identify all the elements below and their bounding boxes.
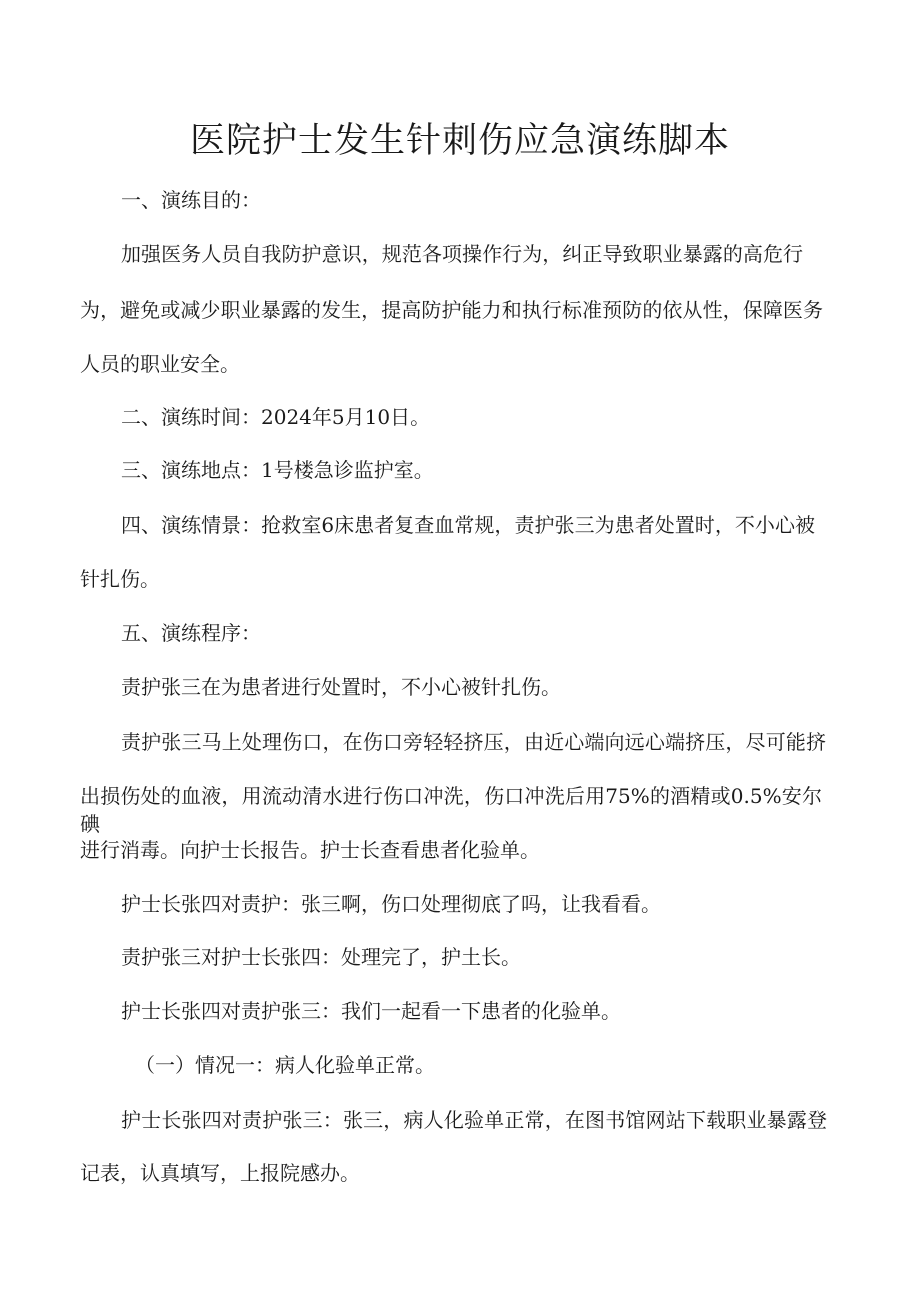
section-heading-procedure: 五、演练程序： [121,621,261,645]
paragraph-line: 记表，认真填写，上报院感办。 [80,1161,360,1185]
paragraph-line: 责护张三马上处理伤口，在伤口旁轻轻挤压，由近心端向远心端挤压，尽可能挤 [121,730,826,754]
paragraph-line: 加强医务人员自我防护意识，规范各项操作行为，纠正导致职业暴露的高危行 [121,242,803,266]
paragraph-line: 护士长张四对责护张三：张三，病人化验单正常，在图书馆网站下载职业暴露登 [121,1108,827,1132]
dialogue-line: 责护张三对护士长张四：处理完了，护土长。 [121,945,521,969]
document-title: 医院护士发生针刺伤应急演练脚本 [189,121,730,161]
case-heading: （一）情况一：病人化验单正常。 [135,1053,435,1077]
section-place: 三、演练地点：1号楼急诊监护室。 [121,458,434,482]
paragraph-line: 四、演练情景：抢救室6床患者复查血常规，责护张三为患者处置时，不小心被 [121,513,815,537]
section-time: 二、演练时间：2024年5月10日。 [121,405,431,429]
dialogue-line: 护士长张四对责护张三：我们一起看一下患者的化验单。 [121,999,621,1023]
procedure-step: 责护张三在为患者进行处置时，不小心被针扎伤。 [121,675,561,699]
paragraph-line: 人员的职业安全。 [80,352,240,376]
paragraph-line: 为，避免或减少职业暴露的发生，提高防护能力和执行标准预防的依从性，保障医务 [80,298,823,322]
paragraph-line: 进行消毒。向护士长报告。护士长查看患者化验单。 [80,838,540,862]
dialogue-line: 护士长张四对责护：张三啊，伤口处理彻底了吗，让我看看。 [121,892,661,916]
section-heading-purpose: 一、演练目的： [121,188,261,212]
paragraph-line: 出损伤处的血液，用流动清水进行伤口冲洗，伤口冲洗后用75%的酒精或0.5%安尔碘 [80,784,822,836]
paragraph-line: 针扎伤。 [80,567,160,591]
